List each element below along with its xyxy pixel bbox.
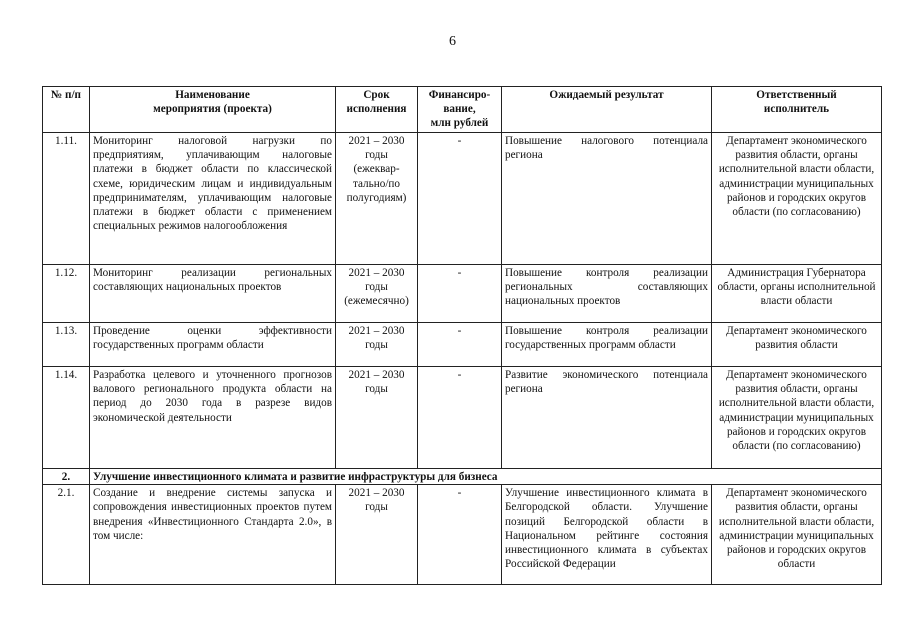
row-num: 1.11. (43, 133, 90, 265)
section-num: 2. (43, 469, 90, 485)
section-row (43, 469, 882, 485)
row-responsible: Департамент экономического развития области, органы исполнительной власти области, администрации муниципальных районов и городских округов области (по согласованию) (712, 133, 882, 265)
row-result: Повышение контроля реализации государственных программ области (502, 323, 712, 367)
table-header-row (43, 87, 882, 133)
table-row (43, 323, 882, 367)
row-num: 1.14. (43, 367, 90, 469)
table-row (43, 485, 882, 585)
row-finance: - (418, 485, 502, 585)
section-title: Улучшение инвестиционного климата и развитие инфраструктуры для бизнеса (90, 469, 882, 485)
header-name: Наименование мероприятия (проекта) (90, 87, 336, 133)
header-result: Ожидаемый результат (502, 87, 712, 133)
header-term: Срок исполнения (336, 87, 418, 133)
row-term: 2021 – 2030 годы (ежеквар- тально/по полугодиям) (336, 133, 418, 265)
row-name: Создание и внедрение системы запуска и сопровождения инвестиционных проектов путем внедрения «Инвестиционного Стандарта 2.0», в том числе: (90, 485, 336, 585)
header-num: № п/п (43, 87, 90, 133)
row-name: Проведение оценки эффективности государственных программ области (90, 323, 336, 367)
row-num: 1.13. (43, 323, 90, 367)
row-finance: - (418, 133, 502, 265)
row-num: 1.12. (43, 265, 90, 323)
header-responsible: Ответственный исполнитель (712, 87, 882, 133)
action-plan-table (42, 86, 882, 585)
row-responsible: Администрация Губернатора области, органы исполнительной власти области (712, 265, 882, 323)
row-term: 2021 – 2030 годы (336, 485, 418, 585)
page-number: 6 (449, 34, 456, 49)
row-name: Мониторинг реализации региональных составляющих национальных проектов (90, 265, 336, 323)
row-term: 2021 – 2030 годы (ежемесячно) (336, 265, 418, 323)
row-responsible: Департамент экономического развития области (712, 323, 882, 367)
row-term: 2021 – 2030 годы (336, 323, 418, 367)
row-term: 2021 – 2030 годы (336, 367, 418, 469)
row-name: Мониторинг налоговой нагрузки по предприятиям, уплачивающим налоговые платежи в бюджет области по классической схеме, юридическим лицам и индивидуальным предпринимателям, уплачивающим налоговые платежи в бюджет области с применением специальных режимов налогообложения (90, 133, 336, 265)
row-finance: - (418, 265, 502, 323)
row-name: Разработка целевого и уточненного прогнозов валового регионального продукта области на период до 2030 года в разрезе видов экономической деятельности (90, 367, 336, 469)
header-finance: Финансиро- вание, млн рублей (418, 87, 502, 133)
row-result: Развитие экономического потенциала региона (502, 367, 712, 469)
row-finance: - (418, 323, 502, 367)
row-responsible: Департамент экономического развития области, органы исполнительной власти области, администрации муниципальных районов и городских округов области (по согласованию) (712, 367, 882, 469)
row-finance: - (418, 367, 502, 469)
table-row (43, 367, 882, 469)
row-num: 2.1. (43, 485, 90, 585)
table-row (43, 133, 882, 265)
table-row (43, 265, 882, 323)
row-result: Повышение налогового потенциала региона (502, 133, 712, 265)
row-result: Улучшение инвестиционного климата в Белгородской области. Улучшение позиций Белгородской области в Национальном рейтинге состояния инвестиционного климата в субъектах Российской Федерации (502, 485, 712, 585)
row-result: Повышение контроля реализации региональных составляющих национальных проектов (502, 265, 712, 323)
row-responsible: Департамент экономического развития области, органы исполнительной власти области, администрации муниципальных районов и городских округов области (712, 485, 882, 585)
